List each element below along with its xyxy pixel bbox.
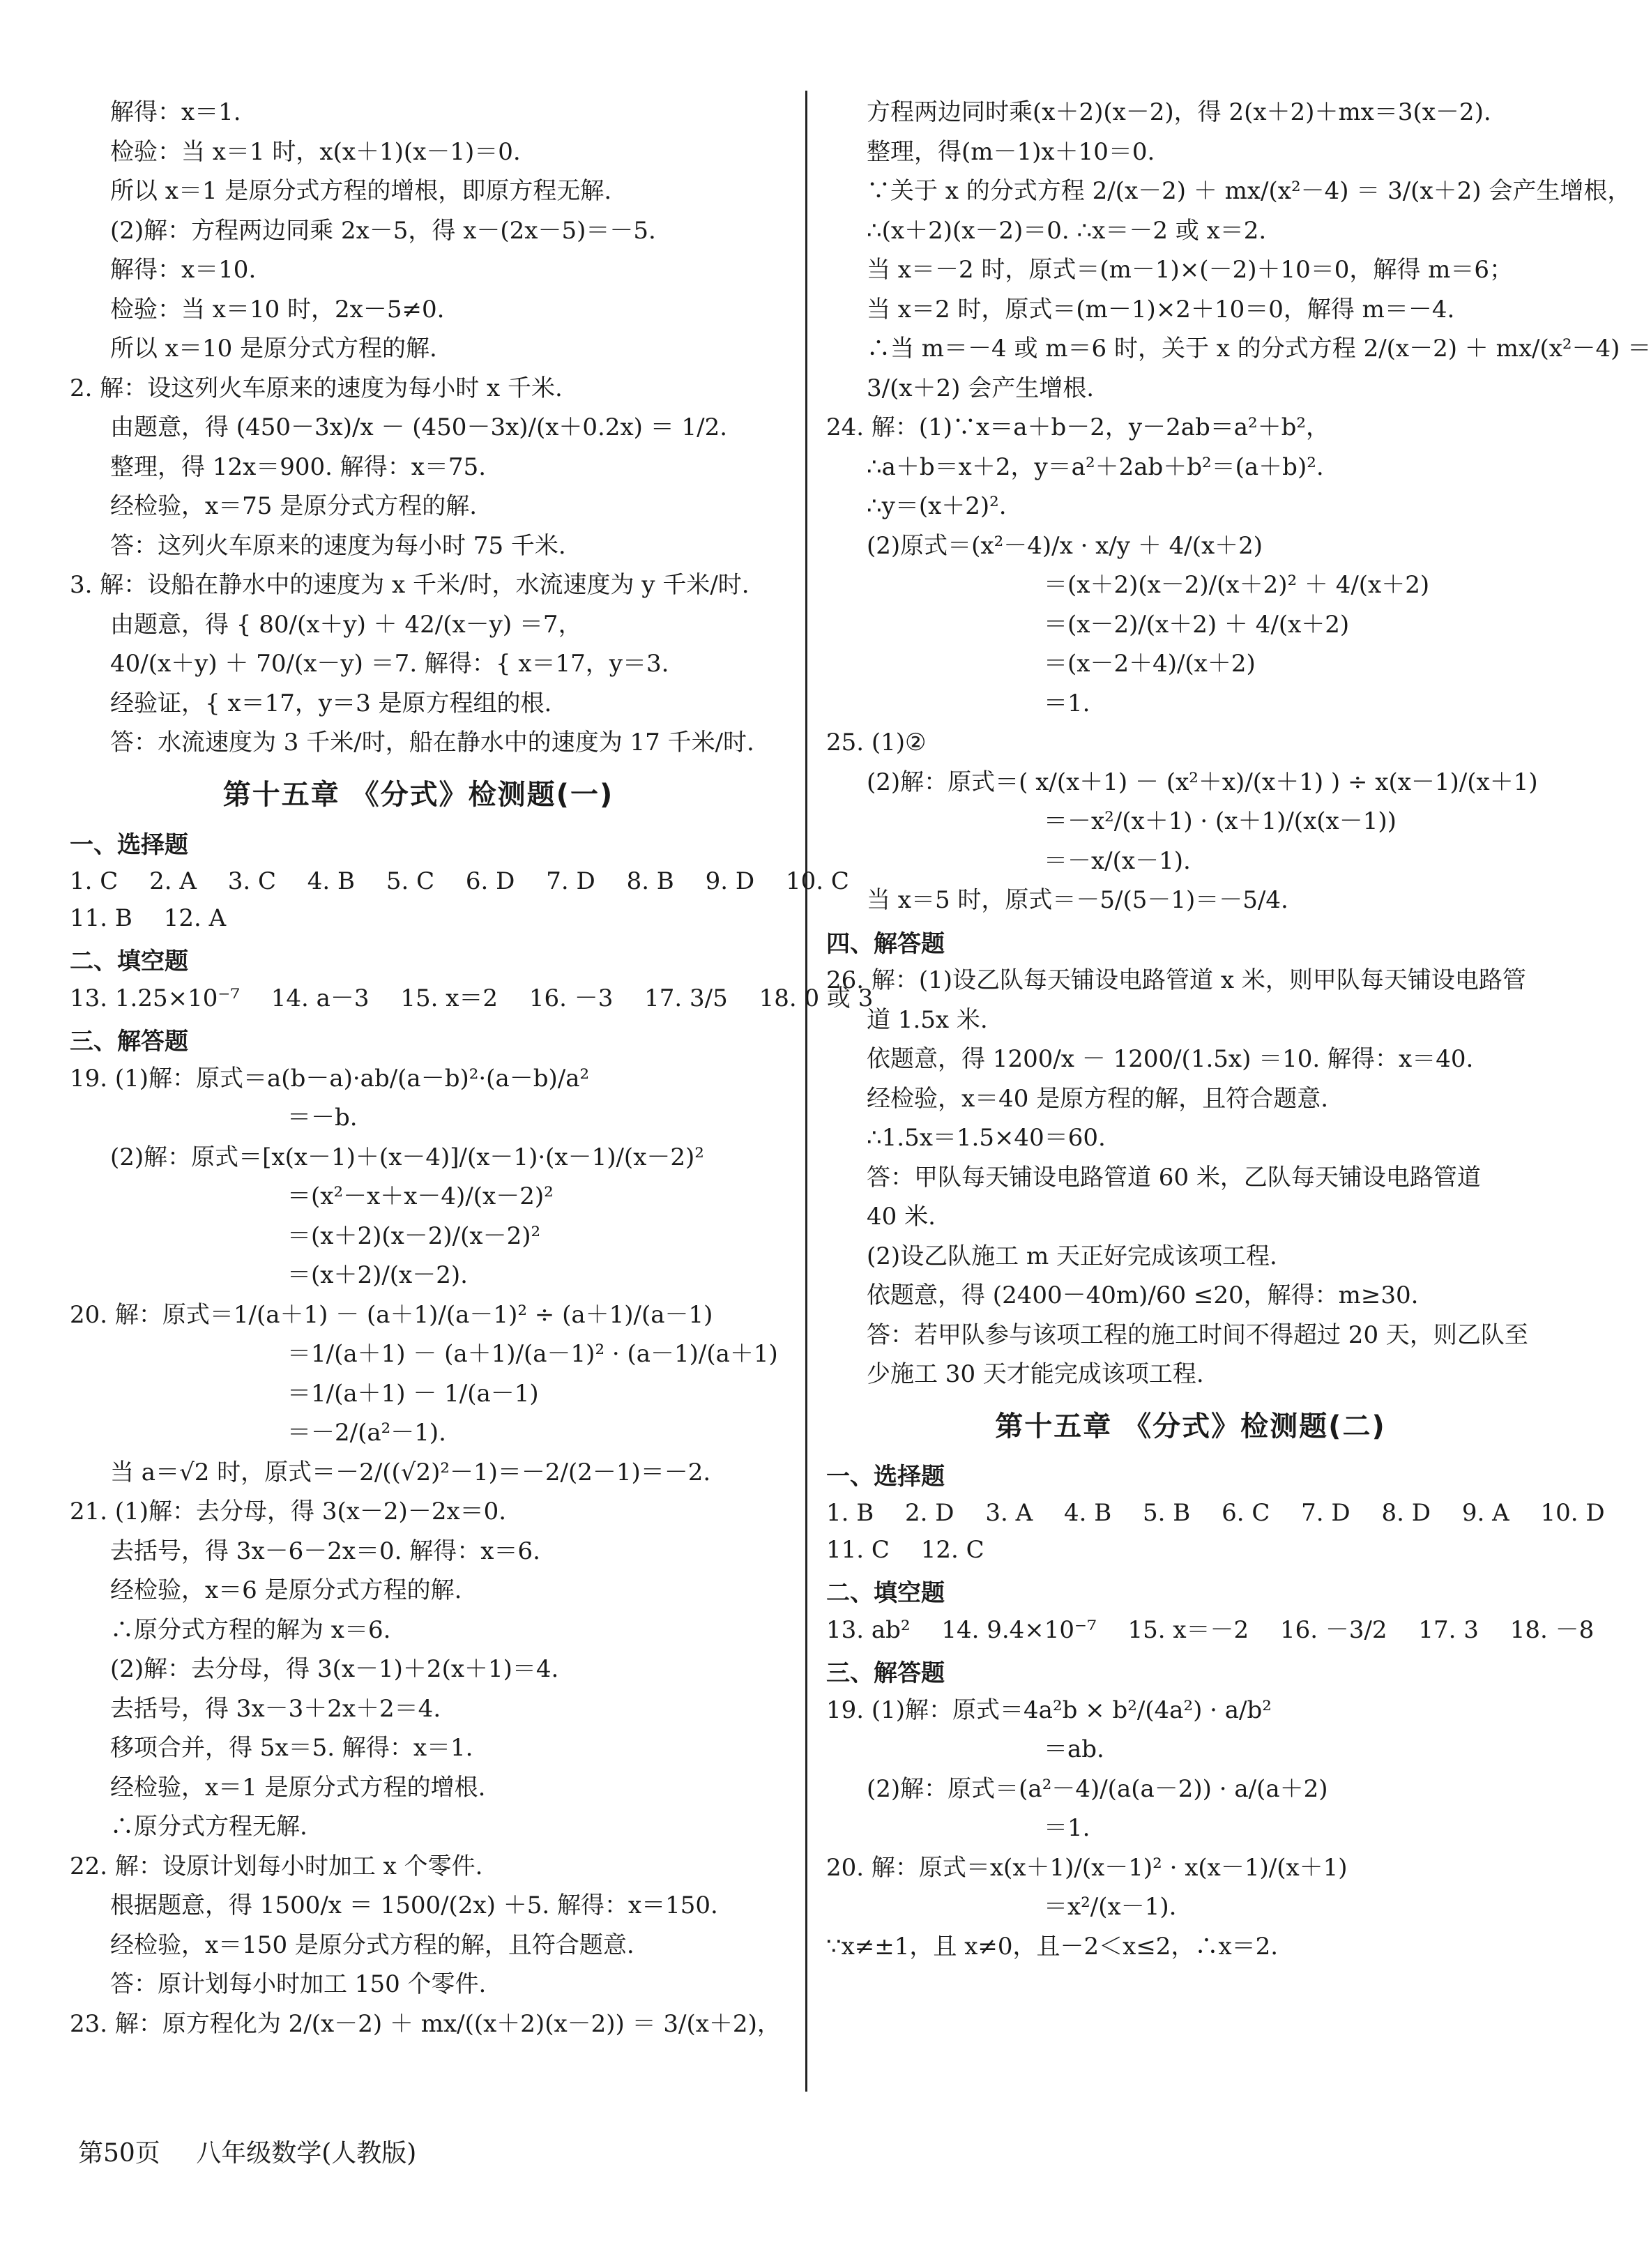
answer-item: 6. C xyxy=(1222,1499,1270,1527)
answer-item: 11. C xyxy=(826,1535,890,1564)
text-line: ＝1. xyxy=(1044,1814,1090,1842)
text-line: ∵x≠±1，且 x≠0，且－2＜x≤2，∴x＝2. xyxy=(826,1932,1279,1961)
text-line: ＝1/(a＋1) － (a＋1)/(a－1)² · (a－1)/(a＋1) xyxy=(287,1340,778,1368)
text-line: ＝ab. xyxy=(1044,1735,1104,1763)
text-line: ＝(x＋2)/(x－2). xyxy=(287,1261,468,1289)
problem-20-line: 20. 解：原式＝x(x＋1)/(x－1)² · x(x－1)/(x＋1) xyxy=(826,1853,1348,1882)
section-title: 三、解答题 xyxy=(826,1659,945,1687)
text-line: 答：原计划每小时加工 150 个零件. xyxy=(110,1970,487,1998)
text-line: 答：这列火车原来的速度为每小时 75 千米. xyxy=(110,531,566,560)
problem-26-line: 26. 解：(1)设乙队每天铺设电路管道 x 米，则甲队每天铺设电路管 xyxy=(826,966,1526,994)
answer-item: 10. D xyxy=(1540,1499,1605,1527)
text-line: 答：水流速度为 3 千米/时，船在静水中的速度为 17 千米/时. xyxy=(110,729,754,756)
problem-3-heading: 3. 解：设船在静水中的速度为 x 千米/时，水流速度为 y 千米/时. xyxy=(70,571,750,599)
problem-19-line: 19. (1)解：原式＝a(b－a)·ab/(a－b)²·(a－b)/a² xyxy=(70,1064,590,1093)
text-line: 经验证，{ x＝17，y＝3 是原方程组的根. xyxy=(110,689,552,717)
text-line: 由题意，得 { 80/(x＋y) ＋ 42/(x－y) ＝7， xyxy=(110,610,582,639)
book-title: 八年级数学(人教版) xyxy=(196,2139,417,2168)
text-line: (2)设乙队施工 m 天正好完成该项工程. xyxy=(867,1242,1277,1270)
text-line: 经检验，x＝75 是原分式方程的解. xyxy=(110,492,478,520)
chapter-title-2: 第十五章 《分式》检测题(二) xyxy=(995,1410,1386,1443)
text-line: 经检验，x＝6 是原分式方程的解. xyxy=(110,1576,462,1604)
chapter-title-1: 第十五章 《分式》检测题(一) xyxy=(222,778,614,811)
text-line: 方程两边同时乘(x＋2)(x－2)，得 2(x＋2)＋mx＝3(x－2). xyxy=(867,98,1491,126)
text-line: 依题意，得 (2400－40m)/60 ≤20，解得：m≥30. xyxy=(867,1281,1419,1309)
answer-row xyxy=(70,904,767,934)
text-line: ＝(x＋2)(x－2)/(x＋2)² ＋ 4/(x＋2) xyxy=(1044,571,1430,599)
text-line: 当 x＝5 时，原式＝－5/(5－1)＝－5/4. xyxy=(867,886,1288,914)
page-footer xyxy=(78,2133,444,2169)
text-line: (2)解：原式＝( x/(x＋1) － (x²＋x)/(x＋1) ) ÷ x(x－1)/(x＋1) xyxy=(867,768,1538,796)
text-line: 道 1.5x 米. xyxy=(867,1005,988,1034)
text-line: 解得：x＝1. xyxy=(110,98,241,126)
text-line: ∴原分式方程无解. xyxy=(110,1813,307,1841)
answer-row xyxy=(70,867,849,897)
text-line: ＝－2/(a²－1). xyxy=(287,1419,446,1447)
text-line: 检验：当 x＝1 时，x(x＋1)(x－1)＝0. xyxy=(110,137,521,166)
text-line: 当 x＝－2 时，原式＝(m－1)×(－2)＋10＝0，解得 m＝6； xyxy=(867,256,1514,284)
answer-item: 8. D xyxy=(1381,1499,1431,1527)
text-line: ＝－x²/(x＋1) · (x＋1)/(x(x－1)) xyxy=(1044,807,1397,835)
text-line: 去括号，得 3x－3＋2x＋2＝4. xyxy=(110,1694,441,1723)
text-line: 经检验，x＝150 是原分式方程的解，且符合题意. xyxy=(110,1931,634,1959)
text-line: (2)解：原式＝[x(x－1)＋(x－4)]/(x－1)·(x－1)/(x－2)² xyxy=(110,1143,704,1171)
problem-23-line: 23. 解：原方程化为 2/(x－2) ＋ mx/((x＋2)(x－2)) ＝ 3/(x＋2)， xyxy=(70,2009,781,2038)
text-line: 当 x＝2 时，原式＝(m－1)×2＋10＝0，解得 m＝－4. xyxy=(867,295,1455,324)
text-line: ＝(x－2＋4)/(x＋2) xyxy=(1044,650,1256,678)
text-line: ＝(x＋2)(x－2)/(x－2)² xyxy=(287,1221,541,1250)
answer-item: 7. D xyxy=(546,867,595,895)
problem-19-line: 19. (1)解：原式＝4a²b × b²/(4a²) · a/b² xyxy=(826,1696,1272,1724)
text-line: 少施工 30 天才能完成该项工程. xyxy=(867,1360,1204,1388)
text-line: (2)解：方程两边同乘 2x－5，得 x－(2x－5)＝－5. xyxy=(110,216,656,245)
column-divider xyxy=(805,91,807,2092)
text-line: 整理，得(m－1)x＋10＝0. xyxy=(867,137,1155,166)
answer-item: 14. 9.4×10⁻⁷ xyxy=(941,1615,1097,1644)
text-line: ∵关于 x 的分式方程 2/(x－2) ＋ mx/(x²－4) ＝ 3/(x＋2) 会产生增根， xyxy=(867,177,1631,205)
answer-item: 11. B xyxy=(70,904,132,932)
answer-item: 15. x＝2 xyxy=(400,984,499,1012)
text-line: ＝x²/(x－1). xyxy=(1044,1893,1177,1921)
answer-item: 7. D xyxy=(1301,1499,1351,1527)
text-line: ∴(x＋2)(x－2)＝0. ∴x＝－2 或 x＝2. xyxy=(867,216,1267,245)
text-line: 移项合并，得 5x＝5. 解得：x＝1. xyxy=(110,1734,473,1762)
text-line: ∴a＋b＝x＋2，y＝a²＋2ab＋b²＝(a＋b)². xyxy=(867,452,1324,481)
answer-item: 15. x＝－2 xyxy=(1127,1615,1249,1644)
answer-item: 2. A xyxy=(149,867,197,895)
text-line: 依题意，得 1200/x － 1200/(1.5x) ＝10. 解得：x＝40. xyxy=(867,1045,1474,1073)
text-line: 答：甲队每天铺设电路管道 60 米，乙队每天铺设电路管道 xyxy=(867,1163,1481,1192)
text-line: 根据题意，得 1500/x ＝ 1500/(2x) ＋5. 解得：x＝150. xyxy=(110,1892,718,1919)
text-line: 解得：x＝10. xyxy=(110,256,257,284)
text-line: ＝－x/(x－1). xyxy=(1044,846,1191,875)
text-line: 所以 x＝10 是原分式方程的解. xyxy=(110,335,437,363)
answer-row xyxy=(826,1535,1555,1565)
section-title: 三、解答题 xyxy=(70,1028,188,1056)
problem-24-line: 24. 解：(1)∵x＝a＋b－2，y－2ab＝a²＋b²， xyxy=(826,413,1330,441)
text-line: (2)解：去分母，得 3(x－1)＋2(x＋1)＝4. xyxy=(110,1655,559,1683)
text-line: (2)原式＝(x²－4)/x · x/y ＋ 4/(x＋2) xyxy=(867,531,1263,560)
answer-item: 1. B xyxy=(826,1499,874,1527)
text-line: ＝－b. xyxy=(287,1104,358,1132)
answer-row xyxy=(826,1498,1605,1528)
text-line: 去括号，得 3x－6－2x＝0. 解得：x＝6. xyxy=(110,1537,540,1565)
text-line: ＝(x－2)/(x＋2) ＋ 4/(x＋2) xyxy=(1044,610,1350,639)
text-line: ∴原分式方程的解为 x＝6. xyxy=(110,1615,391,1644)
answer-item: 8. B xyxy=(626,867,674,895)
right-column xyxy=(826,98,1651,1971)
section-title: 二、填空题 xyxy=(826,1579,945,1607)
text-line: ∴当 m＝－4 或 m＝6 时，关于 x 的分式方程 2/(x－2) ＋ mx/(x²－4) ＝ xyxy=(867,335,1651,363)
text-line: 检验：当 x＝10 时，2x－5≠0. xyxy=(110,295,445,324)
answer-item: 2. D xyxy=(905,1499,954,1527)
answer-item: 13. ab² xyxy=(826,1615,911,1644)
text-line: 40/(x＋y) ＋ 70/(x－y) ＝7. 解得：{ x＝17，y＝3. xyxy=(110,650,669,678)
problem-20-line: 20. 解：原式＝1/(a＋1) － (a＋1)/(a－1)² ÷ (a＋1)/(a－1) xyxy=(70,1300,713,1329)
text-line: ＝(x²－x＋x－4)/(x－2)² xyxy=(287,1182,554,1210)
text-line: ＝1. xyxy=(1044,689,1090,717)
text-line: 3/(x＋2) 会产生增根. xyxy=(867,374,1095,402)
answer-item: 3. C xyxy=(227,867,276,895)
section-title: 四、解答题 xyxy=(826,929,945,958)
text-line: 答：若甲队参与该项工程的施工时间不得超过 20 天，则乙队至 xyxy=(867,1321,1528,1349)
section-title: 一、选择题 xyxy=(70,830,188,859)
problem-22-line: 22. 解：设原计划每小时加工 x 个零件. xyxy=(70,1852,483,1880)
answer-item: 4. B xyxy=(1064,1499,1112,1527)
text-line: 当 a＝√2 时，原式＝－2/((√2)²－1)＝－2/(2－1)＝－2. xyxy=(110,1458,711,1486)
answer-item: 5. C xyxy=(386,867,435,895)
section-title: 二、填空题 xyxy=(70,947,188,975)
problem-2-heading: 2. 解：设这列火车原来的速度为每小时 x 千米. xyxy=(70,374,563,402)
page-number: 第50页 xyxy=(78,2139,160,2168)
answer-item: 16. －3 xyxy=(528,984,614,1012)
problem-25-line: 25. (1)② xyxy=(826,729,927,756)
text-line: 经检验，x＝40 是原方程的解，且符合题意. xyxy=(867,1084,1329,1113)
text-line: ∴y＝(x＋2)². xyxy=(867,492,1007,520)
answer-item: 3. A xyxy=(985,1499,1033,1527)
text-line: 整理，得 12x＝900. 解得：x＝75. xyxy=(110,452,487,481)
section-title: 一、选择题 xyxy=(826,1462,945,1491)
answer-item: 16. －3/2 xyxy=(1279,1615,1387,1644)
answer-item: 13. 1.25×10⁻⁷ xyxy=(70,984,240,1012)
answer-item: 5. B xyxy=(1143,1499,1191,1527)
answer-item: 9. A xyxy=(1461,1499,1509,1527)
problem-21-line: 21. (1)解：去分母，得 3(x－2)－2x＝0. xyxy=(70,1498,507,1525)
text-line: (2)解：原式＝(a²－4)/(a(a－2)) · a/(a＋2) xyxy=(867,1774,1328,1803)
answer-item: 18. 0 或 3 xyxy=(759,984,874,1012)
text-line: 所以 x＝1 是原分式方程的增根，即原方程无解. xyxy=(110,177,612,205)
text-line: 40 米. xyxy=(867,1203,936,1231)
answer-item: 12. C xyxy=(920,1535,984,1564)
text-line: ∴1.5x＝1.5×40＝60. xyxy=(867,1124,1106,1152)
answer-item: 4. B xyxy=(307,867,356,895)
answer-item: 14. a－3 xyxy=(271,984,370,1012)
answer-item: 17. 3/5 xyxy=(644,984,728,1012)
answer-item: 6. D xyxy=(465,867,515,895)
text-line: 经检验，x＝1 是原分式方程的增根. xyxy=(110,1773,486,1802)
text-line: 由题意，得 (450－3x)/x － (450－3x)/(x＋0.2x) ＝ 1/2. xyxy=(110,413,728,441)
answer-item: 10. C xyxy=(785,867,849,895)
answer-item: 18. －8 xyxy=(1509,1615,1595,1644)
answer-row xyxy=(70,984,874,1014)
answer-row xyxy=(826,1615,1595,1645)
text-line: ＝1/(a＋1) － 1/(a－1) xyxy=(287,1379,539,1408)
answer-item: 17. 3 xyxy=(1418,1615,1479,1644)
answer-item: 9. D xyxy=(705,867,755,895)
answer-item: 12. A xyxy=(163,904,227,932)
answer-item: 1. C xyxy=(70,867,119,895)
